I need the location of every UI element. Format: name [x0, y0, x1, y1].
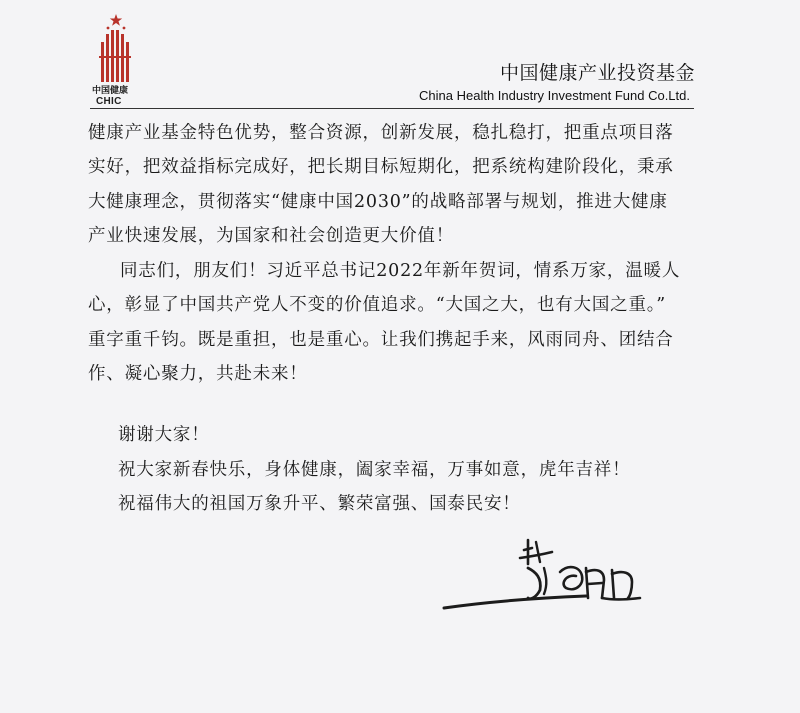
organization-name-en: China Health Industry Investment Fund Co.Ltd. [419, 88, 690, 103]
handwritten-signature [436, 528, 666, 638]
organization-name-cn: 中国健康产业投资基金 [499, 62, 695, 84]
logo-chinese-text: 中国健康 [92, 86, 129, 96]
paragraph-line: 同志们，朋友们！习近平总书记2022年新年贺词，情系万家，温暖人 [120, 261, 681, 281]
paragraph-line: 作、凝心聚力，共赴未来！ [88, 363, 308, 384]
paragraph-1 [88, 116, 708, 253]
closing-greetings [118, 418, 630, 522]
country-wishes-line: 祝福伟大的祖国万象升平、繁荣富强、国泰民安！ [118, 494, 521, 514]
logo-english-text: CHIC [96, 96, 122, 107]
paragraph-2 [88, 254, 708, 391]
paragraph-line: 健康产业基金特色优势，整合资源，创新发展，稳扎稳打，把重点项目落 [88, 123, 674, 143]
thanks-line: 谢谢大家！ [118, 425, 210, 445]
paragraph-line: 产业快速发展，为国家和社会创造更大价值！ [88, 225, 454, 246]
paragraph-line: 重字重千钧。既是重担，也是重心。让我们携起手来，风雨同舟、团结合 [88, 329, 674, 350]
letterhead-divider [90, 108, 694, 109]
paragraph-line: 实好，把效益指标完成好，把长期目标短期化，把系统构建阶段化，秉承 [88, 157, 674, 178]
paragraph-line: 大健康理念，贯彻落实“健康中国2030”的战略部署与规划，推进大健康 [88, 191, 668, 212]
paragraph-line: 心，彰显了中国共产党人不变的价值追求。“大国之大，也有大国之重。” [88, 295, 667, 316]
new-year-wishes-line: 祝大家新春快乐，身体健康，阖家幸福，万事如意，虎年吉祥！ [118, 459, 631, 480]
